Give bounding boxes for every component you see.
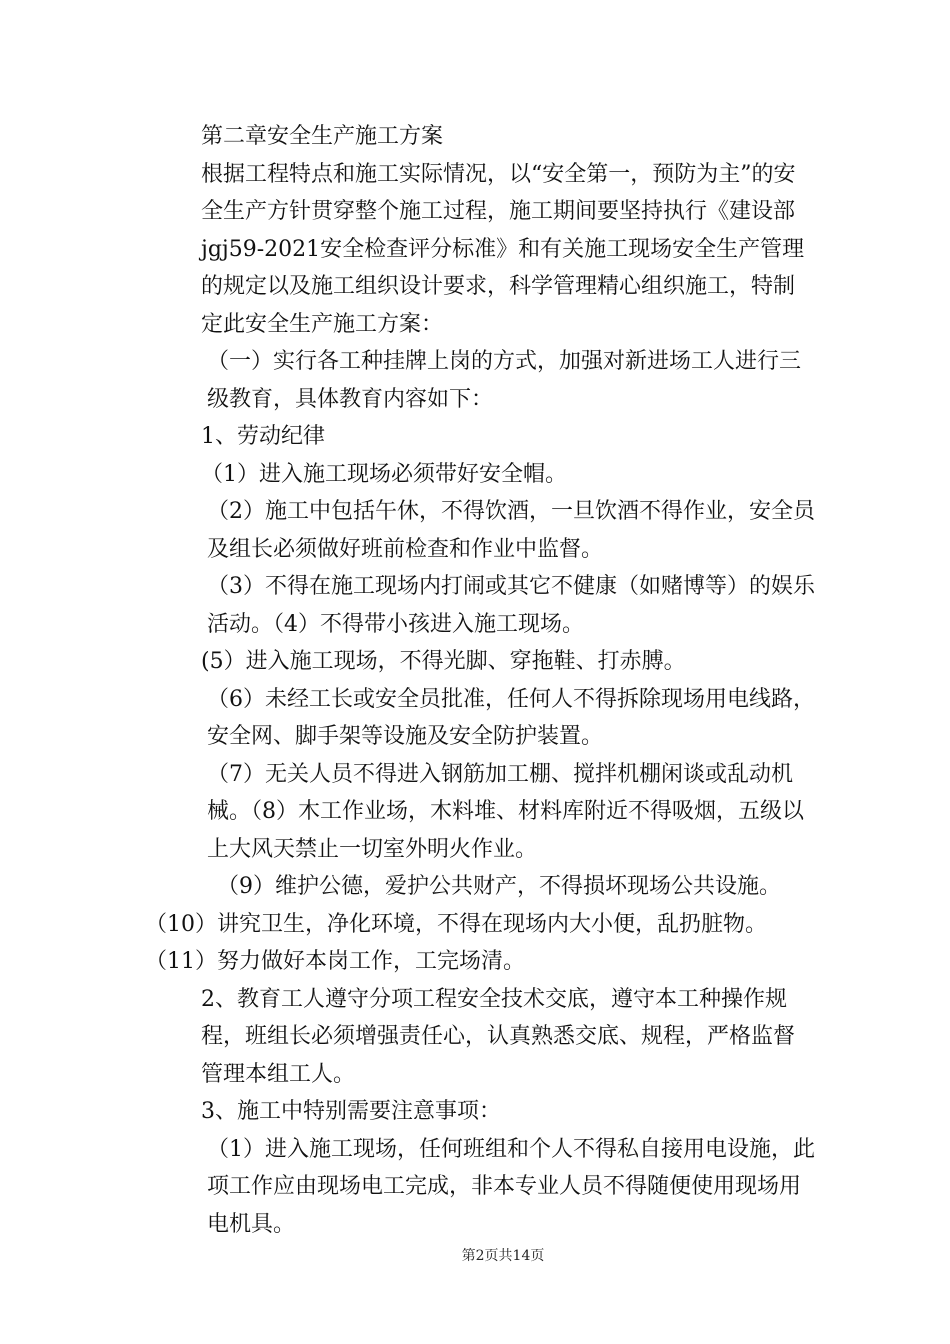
rule-10: （10）讲究卫生，净化环境，不得在现场内大小便，乱扔脏物。 <box>145 911 767 937</box>
heading-2-paragraph: 2、教育工人遵守分项工程安全技术交底，遵守本工种操作规程，班组长必须增强责任心，认真熟悉交底、规程，严格监督管理本组工人。 <box>201 986 796 1087</box>
rule-7-8: （7）无关人员不得进入钢筋加工棚、搅拌机棚闲谈或乱动机械。（8）木工作业场，木料堆、材料库附近不得吸烟，五级以上大风天禁止一切室外明火作业。 <box>207 761 804 862</box>
page-number: 第2页共14页 <box>461 1248 545 1264</box>
rule-3-4: （3）不得在施工现场内打闹或其它不健康（如赌博等）的娱乐活动。（4）不得带小孩进入施工现场。 <box>207 574 815 637</box>
heading-labor-discipline: 1、劳动纪律 <box>201 424 325 449</box>
intro-paragraph: 根据工程特点和施工实际情况，以“安全第一，预防为主”的安全生产方针贯穿整个施工过程，施工期间要坚持执行《建设部jgj59-2021安全检查评分标准》和有关施工现场安全生产管理的规定以及施工组织设计要求，科学管理精心组织施工，特制定此安全生产施工方案： <box>201 161 805 337</box>
rule-6: （6）未经工长或安全员批准，任何人不得拆除现场用电线路，安全网、脚手架等设施及安全防护装置。 <box>207 686 815 749</box>
note-1: （1）进入施工现场，任何班组和个人不得私自接用电设施，此项工作应由现场电工完成，非本专业人员不得随便使用现场用电机具。 <box>207 1136 815 1237</box>
chapter-title: 第二章安全生产施工方案 <box>201 124 444 149</box>
rule-2: （2）施工中包括午休，不得饮酒，一旦饮酒不得作业，安全员及组长必须做好班前检查和作业中监督。 <box>207 499 815 562</box>
rule-11: （11）努力做好本岗工作，工完场清。 <box>145 949 525 974</box>
heading-3: 3、施工中特别需要注意事项： <box>201 1099 501 1124</box>
rule-1: （1）进入施工现场必须带好安全帽。 <box>201 461 567 487</box>
document-body <box>145 118 815 1243</box>
section-1-paragraph: （一）实行各工种挂牌上岗的方式，加强对新进场工人进行三级教育，具体教育内容如下： <box>207 349 802 412</box>
rule-9: （9）维护公德，爱护公共财产，不得损坏现场公共设施。 <box>217 874 781 899</box>
rule-5: (5）进入施工现场，不得光脚、穿拖鞋、打赤膊。 <box>201 649 686 674</box>
